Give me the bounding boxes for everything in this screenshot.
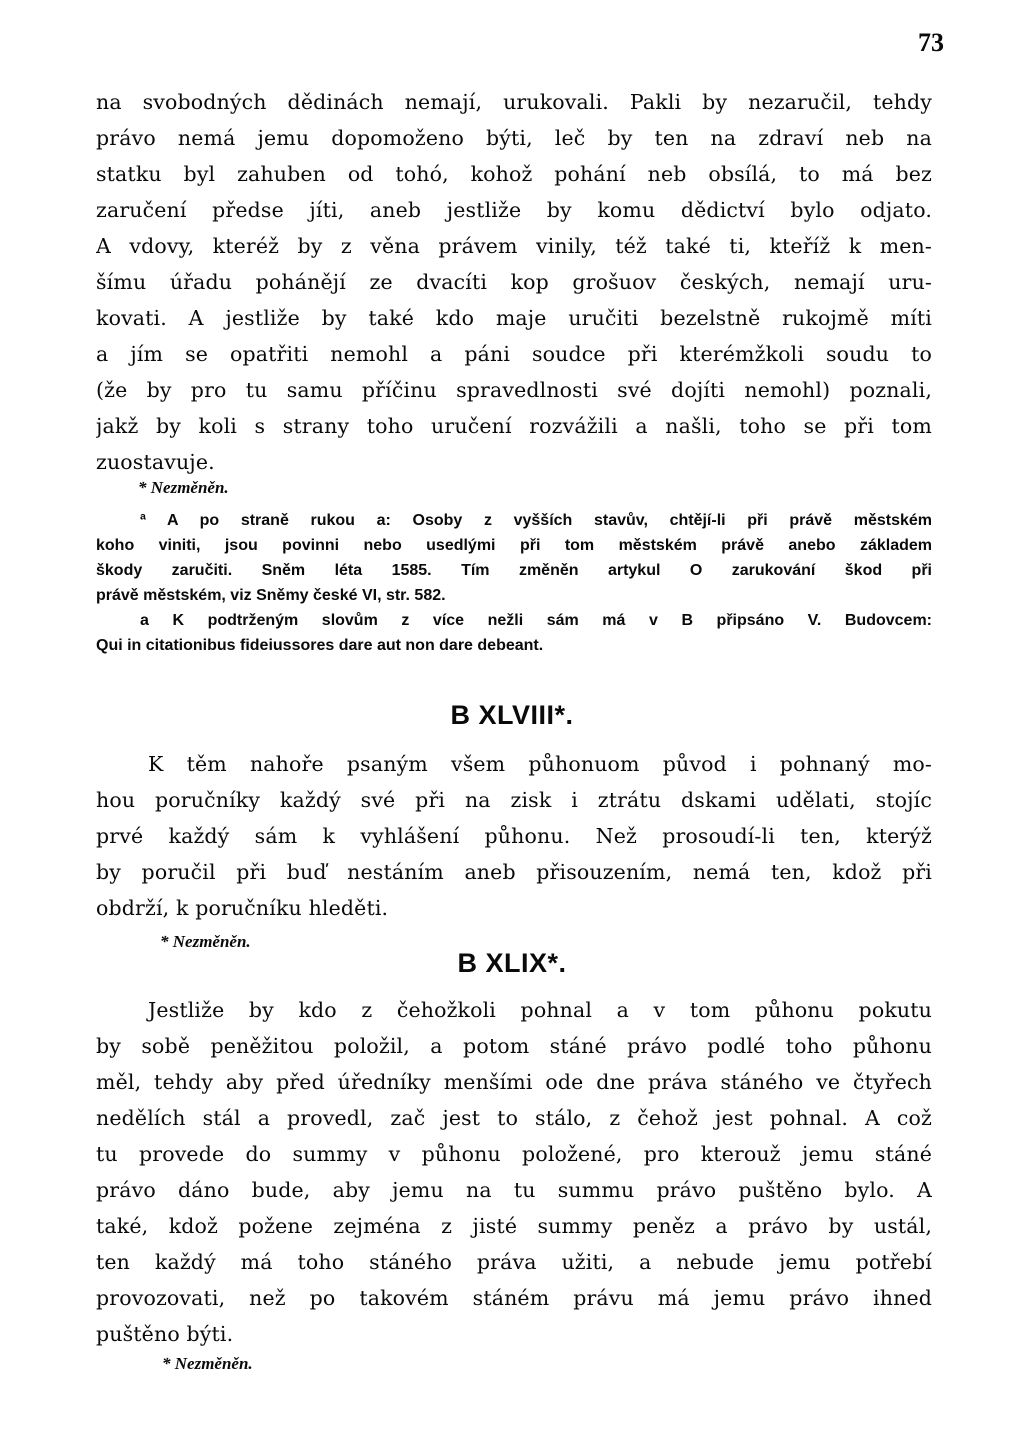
text-line: měl, tehdy aby před úředníky menšími ode dne práva stáného ve čtyřech: [96, 1070, 932, 1094]
section-heading: B XLVIII*.: [450, 700, 574, 730]
text-line: tu provede do summy v půhonu položené, pro kterouž jemu stáné: [96, 1142, 932, 1166]
editorial-note: * Nezměněn.: [138, 478, 229, 497]
text-line: provozovati, než po takovém stáném právu má jemu právo ihned: [96, 1286, 932, 1310]
text-line: A vdovy, kteréž by z věna právem vinily, též také ti, kteříž k men-: [96, 234, 932, 258]
footnote-line: škody zaručiti. Sněm léta 1585. Tím změněn artykul O zarukování škod při: [96, 562, 932, 579]
footnote-line: ª A po straně rukou a: Osoby z vyšších stavův, chtějí-li při právě městském: [140, 512, 932, 529]
footnote-line: a K podtrženým slovům z více nežli sám má v B připsáno V. Budovcem:: [140, 612, 932, 629]
text-line: také, kdož požene zejména z jisté summy peněz a právo by ustál,: [96, 1214, 932, 1238]
text-line: právo nemá jemu dopomoženo býti, leč by ten na zdraví neb na: [96, 126, 932, 150]
text-line: zaručení předse jíti, aneb jestliže by komu dědictví bylo odjato.: [96, 198, 932, 222]
text-line: na svobodných dědinách nemají, urukovali. Pakli by nezaručil, tehdy: [96, 90, 932, 114]
text-line: K těm nahoře psaným všem půhonuom původ i pohnaný mo-: [148, 752, 932, 776]
text-line: hou poručníky každý své při na zisk i ztrátu dskami udělati, stojíc: [96, 788, 932, 812]
paragraph: [96, 84, 932, 480]
footnote-line: právě městském, viz Sněmy české VI, str. 582.: [96, 587, 446, 604]
text-line: Jestliže by kdo z čehožkoli pohnal a v tom půhonu pokutu: [148, 998, 932, 1022]
text-line: kovati. A jestliže by také kdo maje uručiti bezelstně rukojmě míti: [96, 306, 932, 330]
editorial-note: * Nezměněn.: [162, 1354, 253, 1373]
text-line: a jím se opatřiti nemohl a páni soudce při kterémžkoli soudu to: [96, 342, 932, 366]
text-line: jakž by koli s strany toho uručení rozvážili a našli, toho se při tom: [96, 414, 932, 438]
text-line: nedělích stál a provedl, zač jest to stálo, z čehož jest pohnal. A což: [96, 1106, 932, 1130]
text-line: by sobě peněžitou položil, a potom stáné právo podlé toho půhonu: [96, 1034, 932, 1058]
text-line: obdrží, k poručníku hleděti.: [96, 896, 389, 920]
paragraph: [96, 992, 932, 1352]
footnote-line: Qui in citationibus fideiussores dare aut non dare debeant.: [96, 637, 544, 654]
page-number: 73: [918, 28, 944, 57]
text-line: zuostavuje.: [96, 450, 215, 474]
text-line: šímu úřadu pohánějí ze dvacíti kop grošuov českých, nemají uru-: [96, 270, 932, 294]
section-heading: B XLIX*.: [457, 948, 567, 978]
text-line: statku byl zahuben od tohó, kohož pohání neb obsílá, to má bez: [96, 162, 932, 186]
text-line: by poručil při buď nestáním aneb přisouzením, nemá ten, kdož při: [96, 860, 932, 884]
paragraph: [96, 746, 932, 926]
footnotes: [96, 508, 932, 658]
text-line: prvé každý sám k vyhlášení půhonu. Než prosoudí-li ten, kterýž: [96, 824, 932, 848]
text-line: ten každý má toho stáného práva užiti, a nebude jemu potřebí: [96, 1250, 932, 1274]
text-line: právo dáno bude, aby jemu na tu summu právo puštěno bylo. A: [96, 1178, 932, 1202]
editorial-note: * Nezměněn.: [160, 932, 251, 951]
footnote-line: koho viniti, jsou povinni nebo usedlými při tom městském právě anebo základem: [96, 537, 932, 554]
text-line: (že by pro tu samu příčinu spravedlnosti své dojíti nemohl) poznali,: [96, 378, 932, 402]
text-line: puštěno býti.: [96, 1322, 234, 1346]
